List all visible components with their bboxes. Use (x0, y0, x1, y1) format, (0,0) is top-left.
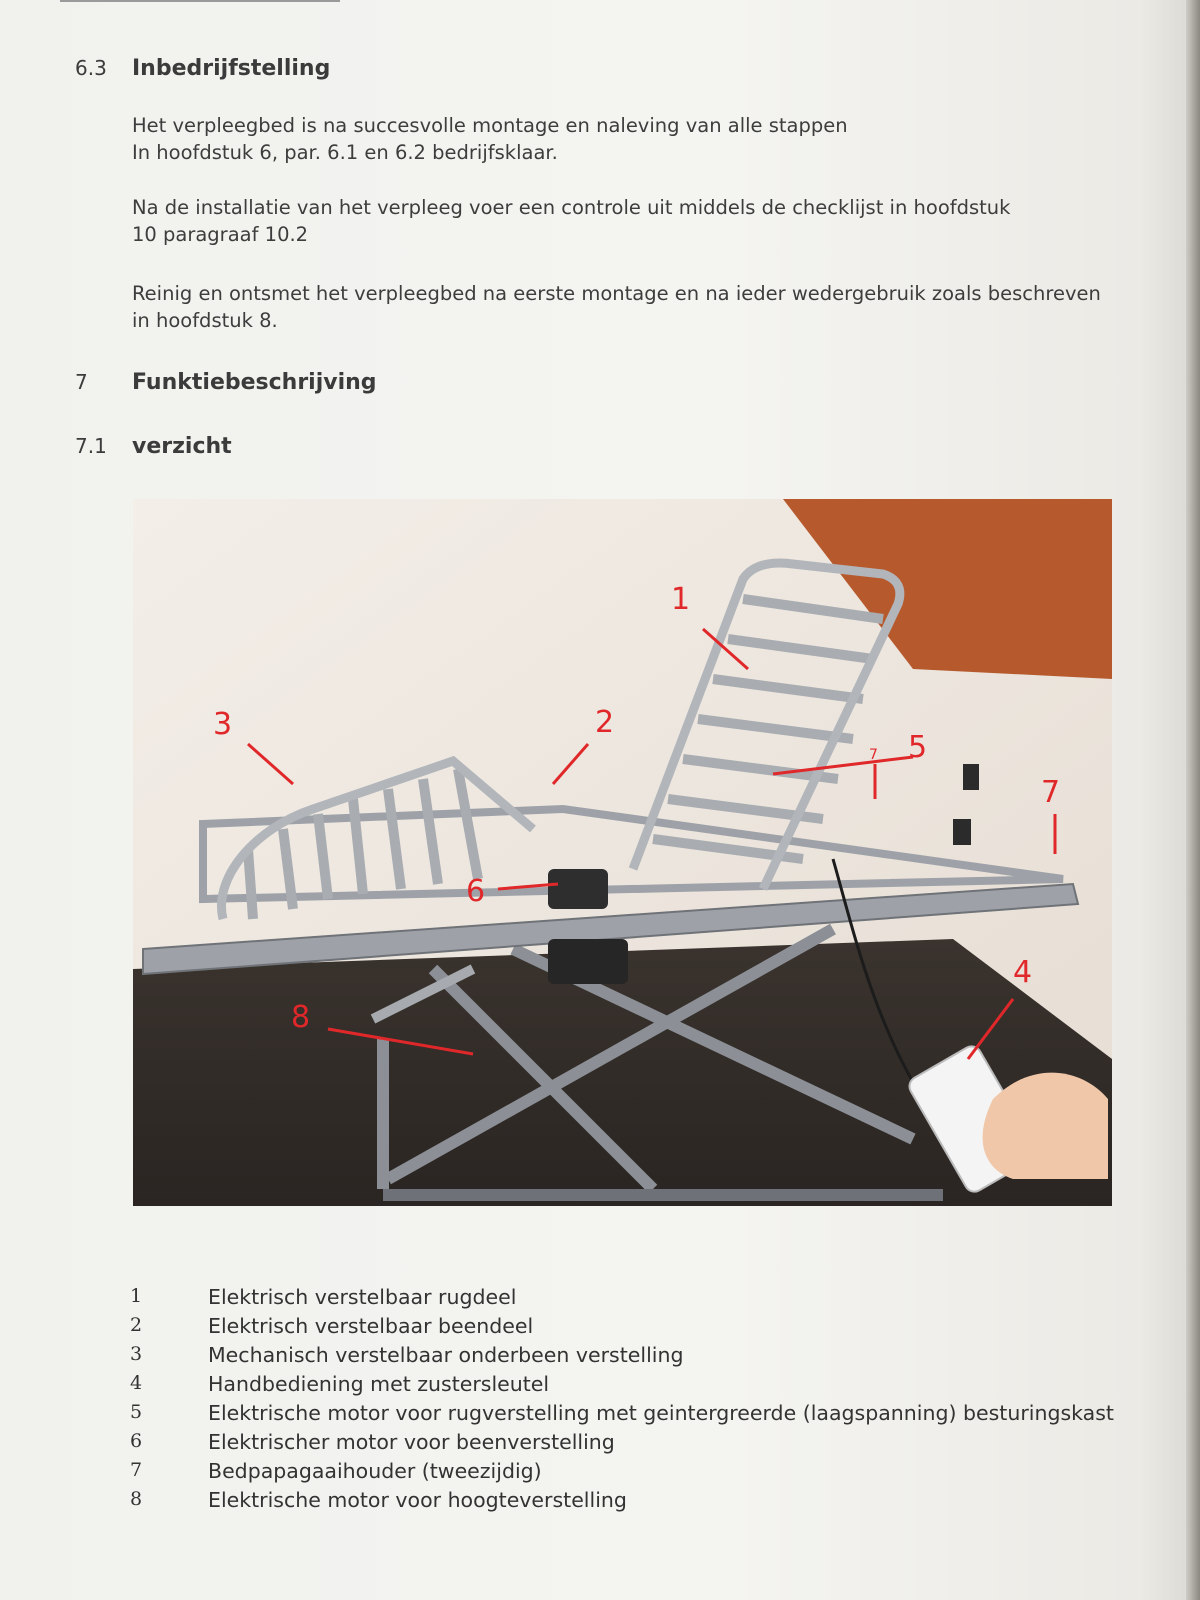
paragraph-line: in hoofdstuk 8. (132, 309, 278, 332)
legend-text: Handbediening met zustersleutel (208, 1372, 550, 1396)
section-title: verzicht (132, 434, 232, 459)
paragraph-line: Reinig en ontsmet het verpleegbed na eerste montage en na ieder wedergebruik zoals beschreven (132, 282, 1101, 305)
legend-number: 2 (130, 1314, 143, 1336)
section-number: 7.1 (75, 434, 107, 458)
legend-number: 3 (130, 1343, 143, 1365)
page-edge-shadow (1186, 0, 1200, 1600)
section-title: Inbedrijfstelling (132, 56, 331, 81)
legend-number: 6 (130, 1430, 143, 1452)
base-frame (383, 1189, 943, 1201)
callout-2: 2 (595, 705, 615, 740)
wall-socket (963, 764, 979, 790)
legend-number: 7 (130, 1459, 143, 1481)
paragraph-line: Het verpleegbed is na succesvolle montage en naleving van alle stappen (132, 114, 848, 137)
legend-number: 4 (130, 1372, 143, 1394)
legend-number: 8 (130, 1488, 143, 1510)
legend-text: Elektrisch verstelbaar rugdeel (208, 1285, 517, 1309)
paragraph-1 (132, 112, 848, 166)
callout-8: 8 (291, 1000, 311, 1035)
paragraph-3 (132, 280, 1101, 334)
callout-5: 5 (908, 730, 928, 765)
paragraph-2 (132, 194, 1010, 248)
page-top-rule (60, 0, 340, 2)
legend-text: Elektrische motor voor rugverstelling met geintergreerde (laagspanning) besturingskast (208, 1401, 1114, 1425)
legend-text: Mechanisch verstelbaar onderbeen verstelling (208, 1343, 684, 1367)
paragraph-line: 10 paragraaf 10.2 (132, 223, 309, 246)
bed-overview-photo (133, 499, 1112, 1206)
legend-number: 1 (130, 1285, 143, 1307)
section-title: Funktiebeschrijving (132, 370, 377, 395)
paragraph-line: Na de installatie van het verpleeg voer een controle uit middels de checklijst in hoofdstuk (132, 196, 1011, 219)
legend-text: Elektrische motor voor hoogteverstelling (208, 1488, 627, 1512)
section-number: 6.3 (75, 56, 107, 80)
leg-motor (548, 869, 608, 909)
legend-text: Elektrisch verstelbaar beendeel (208, 1314, 534, 1338)
wall-socket (953, 819, 971, 845)
callout-1: 1 (671, 582, 691, 617)
legend-number: 5 (130, 1401, 143, 1423)
callout-3: 3 (213, 707, 233, 742)
section-number: 7 (75, 370, 88, 394)
callout-7-small: 7 (869, 747, 878, 763)
paragraph-line: In hoofdstuk 6, par. 6.1 en 6.2 bedrijfsklaar. (132, 141, 558, 164)
callout-4: 4 (1013, 955, 1033, 990)
callout-6: 6 (466, 874, 486, 909)
legend-text: Elektrischer motor voor beenverstelling (208, 1430, 615, 1454)
control-box (548, 939, 628, 984)
callout-7: 7 (1041, 775, 1061, 810)
legend-text: Bedpapagaaihouder (tweezijdig) (208, 1459, 542, 1483)
